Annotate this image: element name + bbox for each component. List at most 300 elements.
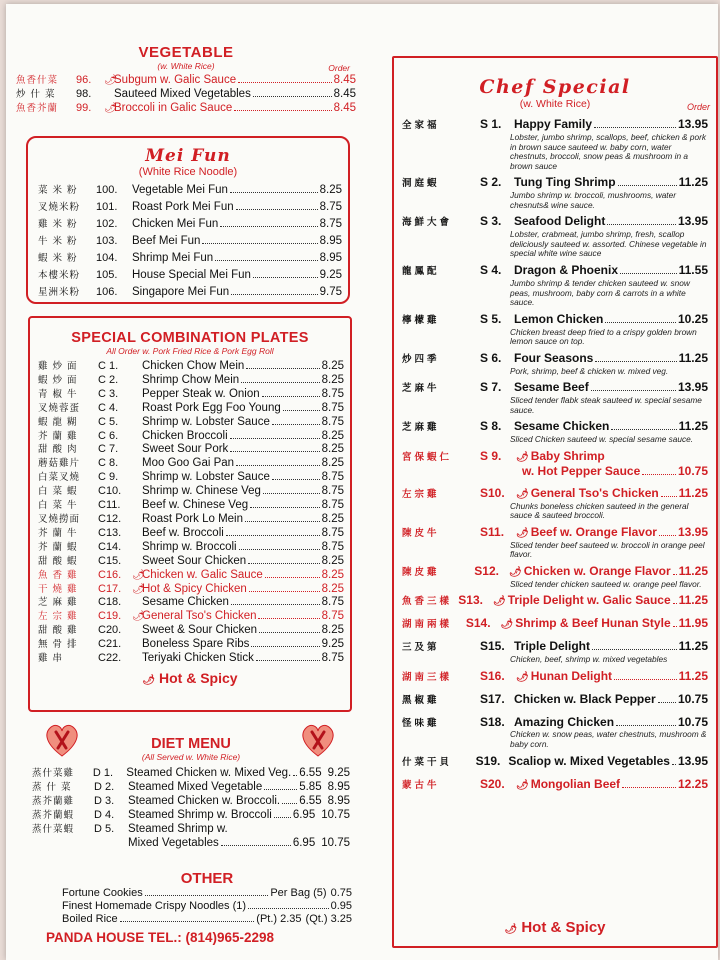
item-price: 9.75 bbox=[319, 286, 342, 298]
dot-leader bbox=[263, 493, 320, 494]
menu-item-row bbox=[62, 900, 352, 913]
pepper-icon: 🌶︎ bbox=[516, 488, 529, 500]
chinese-name: 湖南兩樣 bbox=[402, 619, 453, 631]
item-name: Steamed Chicken w. Mixed Veg. bbox=[126, 767, 292, 779]
item-price: 8.75 bbox=[321, 387, 344, 400]
item-price: 8.25 bbox=[321, 360, 344, 372]
chef-special-item bbox=[402, 594, 708, 609]
dot-leader bbox=[283, 410, 320, 411]
combination-hot-note bbox=[30, 670, 350, 686]
pepper-icon: 🌶︎ bbox=[104, 75, 117, 86]
item-price: 8.75 bbox=[321, 471, 344, 484]
item-code: C10. bbox=[98, 485, 122, 498]
pepper-icon: 🌶︎ bbox=[516, 671, 529, 683]
chinese-name: 青 椒 牛 bbox=[38, 388, 78, 400]
item-name: Fortune Cookies bbox=[62, 887, 143, 899]
dot-leader bbox=[249, 591, 320, 592]
item-code: C 8. bbox=[98, 457, 119, 470]
chinese-name: 芥 蘭 牛 bbox=[38, 527, 78, 539]
chinese-name: 炒四季 bbox=[402, 353, 440, 365]
pepper-slot bbox=[102, 74, 117, 88]
dot-leader bbox=[230, 451, 319, 452]
dot-leader bbox=[253, 277, 318, 278]
chinese-name: 甜 酸 蝦 bbox=[38, 555, 78, 567]
dot-leader bbox=[622, 787, 676, 788]
item-price: 8.45 bbox=[333, 87, 356, 100]
item-code: 101. bbox=[96, 201, 118, 213]
menu-item-row bbox=[62, 887, 352, 900]
menu-item-row bbox=[402, 617, 708, 632]
dot-leader bbox=[591, 390, 676, 391]
chinese-name: 魚香什菜 bbox=[16, 75, 59, 86]
item-description: Chicken, beef, shrimp w. mixed vegetables bbox=[510, 654, 668, 665]
item-code: 102. bbox=[96, 218, 118, 230]
item-name: Seafood Delight bbox=[514, 214, 606, 229]
item-name: Scaliop w. Mixed Vegetables bbox=[508, 753, 670, 768]
vegetable-title: VEGETABLE bbox=[138, 44, 234, 61]
item-price: 8.75 bbox=[321, 652, 344, 665]
item-name: General Tso's Chicken bbox=[530, 485, 659, 500]
item-price: 11.25 bbox=[678, 175, 708, 190]
dot-leader bbox=[251, 646, 319, 647]
pepper-icon: 🌶︎ bbox=[504, 924, 518, 935]
item-name: Broccoli in Galic Sauce bbox=[114, 101, 233, 114]
dot-leader bbox=[272, 424, 320, 425]
dot-leader bbox=[230, 192, 318, 193]
item-name: Steamed Shrimp w. Broccoli bbox=[128, 808, 272, 821]
menu-item-row bbox=[402, 420, 708, 435]
vegetable-list bbox=[16, 74, 356, 116]
item-name: Hunan Delight bbox=[530, 668, 613, 683]
dot-leader bbox=[595, 361, 676, 362]
dot-leader bbox=[234, 110, 331, 111]
item-price: 8.25 bbox=[319, 184, 342, 196]
item-code: D 4. bbox=[94, 808, 115, 821]
item-code: D 2. bbox=[94, 780, 115, 793]
chinese-name: 叉燒撈面 bbox=[38, 513, 81, 525]
menu-item-row bbox=[38, 233, 342, 250]
dot-leader bbox=[245, 521, 320, 522]
dot-leader bbox=[202, 243, 317, 244]
item-price: 8.75 bbox=[319, 201, 342, 213]
item-code: C15. bbox=[98, 554, 122, 567]
item-name: Sweet & Sour Chicken bbox=[142, 624, 258, 637]
chinese-name: 檸檬雞 bbox=[402, 314, 440, 326]
menu-item-row bbox=[62, 913, 352, 926]
item-name: Boiled Rice bbox=[62, 913, 118, 925]
item-price: 9.25 bbox=[319, 269, 342, 281]
item-name: Shrimp Chow Mein bbox=[142, 373, 240, 386]
item-code: S 4. bbox=[480, 263, 502, 278]
item-price: 8.25 bbox=[321, 373, 344, 386]
menu-item-row bbox=[38, 199, 342, 216]
item-price: 8.75 bbox=[321, 526, 344, 539]
item-description: Jumbo shrimp w. broccoli, mushrooms, water chesnuts& wine sauce. bbox=[510, 190, 676, 210]
item-description: Sliced tender flabk steak sauteed w. special sesame sauce. bbox=[510, 395, 702, 415]
chinese-name: 陳皮牛 bbox=[402, 527, 440, 539]
item-price: 13.95 bbox=[677, 117, 708, 131]
menu-item-row bbox=[38, 555, 344, 569]
chinese-name: 本樓米粉 bbox=[38, 270, 81, 281]
menu-item-row bbox=[32, 823, 350, 837]
dot-leader bbox=[248, 908, 329, 909]
vegetable-order-label: Order bbox=[328, 63, 350, 73]
chef-special-item bbox=[402, 352, 708, 377]
hot-spicy-label: Hot & Spicy bbox=[159, 669, 238, 686]
chinese-name: 白菜叉燒 bbox=[38, 472, 81, 484]
item-price-small: 5.85 bbox=[299, 780, 322, 793]
item-price: 0.75 bbox=[330, 887, 352, 899]
menu-item-row bbox=[402, 381, 708, 396]
pepper-icon: 🌶︎ bbox=[492, 596, 506, 608]
heart-decoration-icon bbox=[42, 720, 82, 760]
dot-leader bbox=[282, 803, 297, 804]
item-name: Teriyaki Chicken Stick bbox=[142, 652, 254, 665]
dot-leader bbox=[226, 535, 320, 536]
dot-leader bbox=[258, 618, 319, 619]
item-code: S 9. bbox=[480, 448, 502, 463]
chef-special-item bbox=[402, 118, 708, 171]
item-code: C 3. bbox=[98, 387, 119, 400]
item-price: 10.75 bbox=[677, 463, 708, 478]
item-description: Jumbo shrimp & tender chicken sauteed w. snow peas, mushroom, baby corn & carrots in a white sauce. bbox=[510, 277, 690, 308]
item-price: 8.45 bbox=[333, 101, 356, 114]
item-name: Beef w. Orange Flavor bbox=[530, 524, 657, 539]
dot-leader bbox=[616, 725, 676, 726]
menu-item-row bbox=[402, 352, 708, 367]
item-code: S 2. bbox=[480, 175, 502, 190]
chef-special-item bbox=[402, 176, 708, 210]
item-code: C12. bbox=[98, 512, 122, 525]
menu-item-row-continued bbox=[32, 837, 350, 851]
chef-special-item bbox=[402, 617, 708, 632]
item-price: 8.25 bbox=[321, 554, 344, 567]
item-name-line2: w. Hot Pepper Sauce bbox=[522, 463, 641, 478]
chef-special-item bbox=[402, 313, 708, 347]
item-name-line2: Mixed Vegetables bbox=[128, 836, 219, 849]
item-price-large: 10.75 bbox=[321, 808, 350, 821]
item-name: Shrimp w. Lobster Sauce bbox=[142, 471, 270, 484]
item-name: House Special Mei Fun bbox=[132, 269, 251, 281]
item-code: D 5. bbox=[94, 822, 115, 835]
item-price: 10.25 bbox=[677, 311, 708, 326]
menu-item-row bbox=[402, 693, 708, 708]
dot-leader bbox=[264, 789, 297, 790]
dot-leader bbox=[238, 82, 332, 83]
item-code: C22. bbox=[98, 652, 122, 665]
chef-special-item bbox=[402, 420, 708, 445]
chef-hot-note bbox=[394, 919, 716, 936]
menu-item-row bbox=[38, 284, 342, 301]
item-code: S16. bbox=[480, 668, 505, 683]
item-name: Shrimp w. Broccoli bbox=[142, 540, 237, 553]
menu-item-row-continued bbox=[402, 465, 708, 479]
item-name: Shrimp w. Chinese Veg bbox=[142, 485, 261, 498]
item-price: 8.25 bbox=[321, 457, 344, 470]
item-name: Shrimp w. Lobster Sauce bbox=[142, 415, 270, 428]
chinese-name: 雞 米 粉 bbox=[38, 219, 78, 230]
dot-leader bbox=[262, 396, 320, 397]
item-description: Chicken breast deep fried to a crispy golden brown lemon sauce on top. bbox=[510, 326, 697, 347]
dot-leader bbox=[221, 845, 291, 846]
item-price: 8.45 bbox=[333, 74, 356, 86]
chinese-name: 蘑菇雞片 bbox=[38, 458, 81, 470]
chef-special-item bbox=[402, 755, 708, 770]
item-name: Beef w. Broccoli bbox=[142, 526, 224, 539]
dot-leader bbox=[236, 465, 320, 466]
item-name: Chicken w. Black Pepper bbox=[514, 691, 656, 706]
dot-leader bbox=[230, 438, 320, 439]
chef-special-item bbox=[402, 264, 708, 308]
menu-item-row bbox=[16, 88, 356, 102]
item-name: Four Seasons bbox=[514, 350, 594, 365]
item-price: 8.95 bbox=[319, 252, 342, 264]
dot-leader bbox=[265, 577, 320, 578]
item-price: 11.25 bbox=[678, 668, 708, 683]
pepper-icon: 🌶︎ bbox=[132, 611, 145, 623]
menu-item-row bbox=[38, 360, 344, 374]
dot-leader bbox=[246, 368, 319, 369]
item-price: 10.75 bbox=[677, 691, 708, 706]
chinese-name: 菜 米 粉 bbox=[38, 185, 78, 196]
item-code: C16. bbox=[98, 568, 122, 581]
chinese-name: 湖南三樣 bbox=[402, 671, 453, 683]
menu-item-row bbox=[16, 74, 356, 88]
item-price: 11.95 bbox=[678, 616, 708, 631]
item-code: 105. bbox=[96, 269, 118, 281]
item-code: S 5. bbox=[480, 311, 502, 326]
item-name: Sweet Sour Chicken bbox=[142, 554, 247, 567]
item-price: 8.75 bbox=[321, 610, 344, 623]
item-price: 13.95 bbox=[677, 380, 708, 395]
dot-leader bbox=[658, 702, 676, 703]
chinese-name: 芝麻牛 bbox=[402, 383, 440, 395]
item-code: S19. bbox=[475, 753, 501, 768]
combination-box bbox=[28, 316, 352, 712]
item-code: S12. bbox=[474, 563, 499, 578]
item-code: S18. bbox=[480, 714, 505, 729]
chef-special-item bbox=[402, 450, 708, 479]
item-name: Dragon & Phoenix bbox=[514, 263, 619, 278]
item-name: Chicken w. Orange Flavor bbox=[523, 563, 671, 578]
combination-list bbox=[30, 360, 350, 666]
dot-leader bbox=[145, 895, 269, 896]
item-description: Pork, shrimp, beef & chicken w. mixed veg. bbox=[510, 365, 669, 376]
dot-leader bbox=[293, 775, 297, 776]
chinese-name: 蒸什菜蝦 bbox=[32, 823, 75, 835]
item-code: S20. bbox=[480, 776, 505, 791]
item-code: C11. bbox=[98, 499, 121, 512]
mei-fun-list bbox=[28, 182, 348, 301]
mei-fun-subtitle: (White Rice Noodle) bbox=[138, 166, 238, 178]
item-description: Chicken w. snow peas, water chestnuts, mushroom & baby corn. bbox=[510, 729, 707, 750]
chinese-name: 牛 米 粉 bbox=[38, 236, 78, 247]
menu-item-row bbox=[402, 526, 708, 541]
menu-item-row bbox=[402, 716, 708, 731]
item-code: C 4. bbox=[98, 401, 119, 414]
item-code: S 1. bbox=[480, 117, 502, 131]
item-price-small: 6.95 bbox=[292, 808, 316, 821]
chinese-name: 什菜干貝 bbox=[402, 756, 453, 768]
chinese-name: 全家福 bbox=[402, 120, 440, 131]
item-name: Beef Mei Fun bbox=[132, 235, 201, 247]
item-price: 8.75 bbox=[321, 415, 344, 428]
menu-item-row bbox=[402, 670, 708, 685]
item-name: Roast Pork Mei Fun bbox=[132, 201, 234, 213]
item-code: S17. bbox=[480, 691, 505, 706]
menu-item-row bbox=[38, 569, 344, 583]
menu-item-row bbox=[38, 485, 344, 499]
item-description: Sliced tender chicken sauteed w. orange peel flavor. bbox=[510, 578, 702, 589]
dot-leader bbox=[253, 96, 332, 97]
item-code: C 9. bbox=[98, 471, 119, 484]
menu-item-row bbox=[38, 267, 342, 284]
menu-page bbox=[6, 4, 718, 960]
item-price: 8.75 bbox=[321, 499, 344, 512]
chinese-name: 左 宗 雞 bbox=[38, 611, 78, 623]
item-code: 106. bbox=[96, 286, 118, 298]
menu-item-row bbox=[38, 216, 342, 233]
chinese-name: 芥 蘭 雞 bbox=[38, 430, 78, 442]
heart-decoration-icon bbox=[298, 720, 338, 760]
item-code: 104. bbox=[96, 252, 118, 264]
chef-special-item bbox=[402, 215, 708, 259]
other-section bbox=[62, 870, 352, 926]
chinese-name: 白 菜 蝦 bbox=[38, 486, 78, 498]
item-price-large: 9.25 bbox=[327, 767, 350, 779]
dot-leader bbox=[594, 127, 676, 128]
item-code: S14. bbox=[465, 616, 491, 631]
dot-leader bbox=[592, 649, 677, 650]
menu-item-row bbox=[38, 513, 344, 527]
chinese-name: 蝦 炒 面 bbox=[38, 374, 78, 386]
item-code: C 2. bbox=[98, 373, 119, 386]
item-name: Sesame Chicken bbox=[514, 419, 610, 434]
dot-leader bbox=[239, 549, 320, 550]
pepper-slot bbox=[130, 610, 145, 624]
menu-item-row bbox=[38, 182, 342, 199]
item-price: 13.95 bbox=[677, 524, 708, 539]
diet-section bbox=[32, 724, 350, 850]
item-name: Amazing Chicken bbox=[514, 714, 615, 729]
item-name: Subgum w. Galic Sauce bbox=[114, 74, 237, 86]
menu-item-row bbox=[38, 583, 344, 597]
item-price: 13.95 bbox=[677, 753, 708, 768]
chinese-name: 雞 串 bbox=[38, 653, 64, 665]
dot-leader bbox=[248, 563, 319, 564]
vegetable-subtitle: (w. White Rice) bbox=[157, 61, 215, 71]
pepper-icon: 🌶︎ bbox=[142, 674, 156, 686]
item-price: 8.25 bbox=[321, 512, 344, 525]
dot-leader bbox=[642, 474, 676, 475]
dot-leader bbox=[672, 764, 676, 765]
menu-item-row bbox=[16, 102, 356, 116]
item-price-large: 10.75 bbox=[321, 836, 350, 849]
chef-special-title: Chef Special bbox=[479, 76, 631, 98]
menu-item-row bbox=[38, 638, 344, 652]
dot-leader bbox=[618, 185, 677, 186]
chinese-name: 叉燒米粉 bbox=[38, 202, 81, 213]
dot-leader bbox=[673, 574, 677, 575]
item-price: 8.75 bbox=[319, 218, 342, 230]
menu-item-row bbox=[402, 313, 708, 328]
item-code: 96. bbox=[76, 74, 92, 86]
item-name: Steamed Chicken w. Broccoli. bbox=[128, 794, 281, 807]
item-name: Beef w. Chinese Veg bbox=[142, 499, 249, 512]
item-price: 11.55 bbox=[678, 263, 708, 278]
item-name: Steamed Shrimp w. bbox=[128, 822, 228, 835]
pepper-slot bbox=[102, 102, 117, 116]
item-name: Roast Pork Egg Foo Young bbox=[142, 401, 281, 414]
chinese-name: 芝 麻 雞 bbox=[38, 597, 78, 609]
item-price-large: 8.95 bbox=[327, 780, 350, 793]
pepper-icon: 🌶︎ bbox=[104, 102, 117, 114]
chinese-name: 星洲米粉 bbox=[38, 287, 81, 298]
item-code: S11. bbox=[480, 524, 505, 539]
item-description: Lobster, jumbo shrimp, scallops, beef, chicken & pork in brown sauce sauteed w. baby corn, water chestnuts, broccoli, snow peas & mushroom in a brown sauce bbox=[510, 131, 706, 171]
dot-leader bbox=[274, 817, 291, 818]
item-name: Mongolian Beef bbox=[530, 776, 621, 791]
dot-leader bbox=[231, 604, 320, 605]
dot-leader bbox=[220, 226, 317, 227]
item-price: 8.95 bbox=[319, 235, 342, 247]
item-description: Chunks boneless chicken sauteed in the general sauce & sauteed broccoli. bbox=[510, 500, 689, 521]
item-code: D 1. bbox=[92, 767, 114, 779]
chef-special-subtitle: (w. White Rice) bbox=[519, 98, 591, 110]
item-price: 8.75 bbox=[321, 485, 344, 498]
item-name: Boneless Spare Ribs bbox=[142, 638, 250, 651]
chinese-name: 蒸什菜雞 bbox=[32, 768, 75, 779]
other-list bbox=[62, 887, 352, 926]
item-price: (Qt.) 3.25 bbox=[305, 913, 352, 925]
menu-item-row bbox=[38, 388, 344, 402]
item-name: Tung Ting Shrimp bbox=[514, 175, 616, 190]
dot-leader bbox=[611, 429, 676, 430]
menu-item-row bbox=[32, 795, 350, 809]
chef-special-list bbox=[394, 112, 716, 792]
menu-item-row bbox=[38, 610, 344, 624]
item-price: 11.25 bbox=[678, 485, 708, 500]
chef-special-item bbox=[402, 716, 708, 750]
menu-item-row bbox=[402, 640, 708, 655]
item-code: C17. bbox=[98, 582, 122, 595]
item-name: Happy Family bbox=[514, 117, 593, 131]
chinese-name: 魚 香 雞 bbox=[38, 569, 78, 581]
item-name: Shrimp & Beef Hunan Style bbox=[515, 616, 671, 631]
item-code: C 5. bbox=[98, 415, 119, 428]
item-name: Roast Pork Lo Mein bbox=[142, 512, 243, 525]
combination-title: SPECIAL COMBINATION PLATES bbox=[71, 330, 309, 346]
chinese-name: 魚香三樣 bbox=[402, 596, 453, 608]
menu-item-row bbox=[38, 652, 344, 666]
chinese-name: 甜 酸 肉 bbox=[38, 444, 78, 456]
chinese-name: 甜 酸 雞 bbox=[38, 625, 78, 637]
other-title: OTHER bbox=[180, 870, 234, 887]
dot-leader bbox=[272, 479, 320, 480]
item-price: 8.25 bbox=[321, 443, 344, 456]
chef-special-item bbox=[402, 640, 708, 665]
item-name: Chicken w. Galic Sauce bbox=[142, 568, 263, 581]
chinese-name: 海鮮大會 bbox=[402, 217, 453, 229]
item-price: 11.25 bbox=[678, 639, 708, 654]
chinese-name: 左宗雞 bbox=[402, 488, 440, 500]
pepper-icon: 🌶︎ bbox=[508, 566, 522, 578]
combination-subtitle: All Order w. Pork Fried Rice & Pork Egg Roll bbox=[106, 346, 274, 356]
menu-item-row bbox=[402, 176, 708, 191]
item-price: 0.95 bbox=[330, 900, 352, 912]
menu-item-row bbox=[38, 374, 344, 388]
diet-list bbox=[32, 767, 350, 850]
